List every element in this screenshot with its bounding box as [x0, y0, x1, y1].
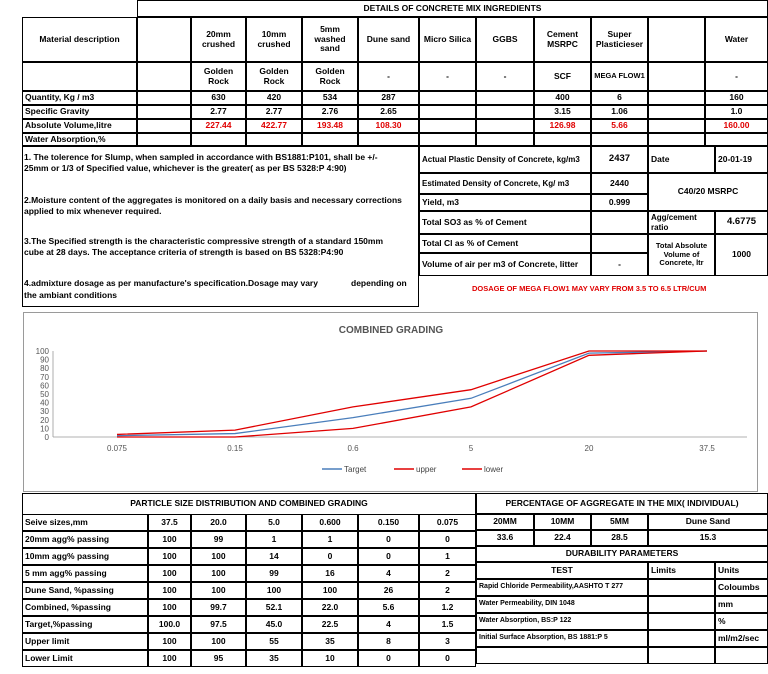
y-tick-label: 30: [40, 407, 49, 417]
y-tick-label: 40: [40, 398, 49, 408]
psd-row-label: Lower Limit: [22, 650, 148, 667]
ingredient-row-extra: [648, 91, 705, 105]
psd-value: 8: [358, 633, 419, 650]
ingredients-source-extra: [648, 62, 705, 91]
psd-value: 99: [246, 565, 302, 582]
psd-row-label: 10mm agg% passing: [22, 548, 148, 565]
note-4-tail: depending on: [351, 278, 407, 288]
ingredient-source: Golden Rock: [302, 62, 358, 91]
durability-unit: %: [715, 613, 768, 630]
ingredient-row-blank: [137, 119, 191, 133]
durability-test-header: TEST: [476, 562, 648, 579]
psd-title: PARTICLE SIZE DISTRIBUTION AND COMBINED GRADING: [22, 493, 476, 514]
dosage-note: DOSAGE OF MEGA FLOW1 MAY VARY FROM 3.5 TO 6.5 LTR/CUM: [472, 284, 707, 293]
psd-row-label: 20mm agg% passing: [22, 531, 148, 548]
ingredient-value: [534, 133, 591, 146]
ingredient-row-extra: [648, 119, 705, 133]
ingredient-source: -: [419, 62, 476, 91]
durability-test: Water Permeability, DIN 1048: [476, 596, 648, 613]
psd-row-label: Dune Sand, %passing: [22, 582, 148, 599]
psd-value: 100: [148, 548, 191, 565]
ingredients-title: DETAILS OF CONCRETE MIX INGREDIENTS: [137, 0, 768, 17]
y-tick-label: 60: [40, 381, 49, 391]
ingredient-value: [191, 133, 246, 146]
date-label: Date: [648, 146, 715, 173]
durability-units-header: Units: [715, 562, 768, 579]
ingredient-value: [246, 133, 302, 146]
aggmix-value: 22.4: [534, 530, 591, 546]
psd-value: 100: [302, 582, 358, 599]
ingredient-row-label: Specific Gravity: [22, 105, 137, 119]
ingredient-value: [302, 133, 358, 146]
note-1: 1. The tolerence for Slump, when sampled in accordance with BS1881:P101, shall be +/- 25mm or 1/3 of Specified value, whichever is the greater( as per BS 5328:P 4:90): [24, 152, 378, 174]
ingredient-source: -: [358, 62, 419, 91]
psd-value: 5.0: [246, 514, 302, 531]
air-volume-value: -: [591, 253, 648, 276]
aggmix-value: 15.3: [648, 530, 768, 546]
series-line-lower: [117, 351, 707, 437]
ingredient-value: [419, 133, 476, 146]
x-tick-label: 20: [584, 444, 594, 453]
note-3: 3.The Specified strength is the characteristic compressive strength of a standard 150mm cube at 28 days. The acceptance criteria of strength is based on BS 5328:P4:90: [24, 236, 384, 258]
durability-title: DURABILITY PARAMETERS: [476, 546, 768, 562]
durability-unit: ml/m2/sec: [715, 630, 768, 647]
psd-value: 100: [191, 582, 246, 599]
date-value: 20-01-19: [715, 146, 768, 173]
actual-density-value: 2437: [591, 146, 648, 173]
aggmix-header: 5MM: [591, 514, 648, 530]
psd-value: 100: [191, 633, 246, 650]
psd-value: 1: [302, 531, 358, 548]
ingredient-value: 534: [302, 91, 358, 105]
agg-cement-label: Agg/cement ratio: [648, 211, 715, 234]
series-line-target: [117, 351, 707, 436]
psd-value: 100: [148, 599, 191, 616]
psd-row-label: Combined, %passing: [22, 599, 148, 616]
durability-unit: Coloumbs: [715, 579, 768, 596]
ingredient-row-blank: [137, 133, 191, 146]
ingredient-value: [476, 119, 534, 133]
ingredient-value: [419, 91, 476, 105]
ingredient-value: [705, 133, 768, 146]
durability-limit: [648, 579, 715, 596]
ingredient-header: Super Plasticieser: [591, 17, 648, 62]
ingredient-row-label: Water Absorption,%: [22, 133, 137, 146]
legend-label-target: Target: [344, 465, 367, 474]
psd-value: 97.5: [191, 616, 246, 633]
y-tick-label: 90: [40, 355, 49, 365]
ingredient-value: [419, 119, 476, 133]
estimated-density-value: 2440: [591, 173, 648, 194]
psd-value: 0: [358, 548, 419, 565]
x-tick-label: 0.6: [347, 444, 359, 453]
psd-value: 52.1: [246, 599, 302, 616]
note-4: 4.admixture dosage as per manufacture's specification.Dosage may vary: [24, 278, 318, 288]
psd-value: 0.150: [358, 514, 419, 531]
ingredient-value: 160.00: [705, 119, 768, 133]
ingredient-value: 2.77: [246, 105, 302, 119]
so3-label: Total SO3 as % of Cement: [419, 211, 591, 234]
psd-value: 4: [358, 565, 419, 582]
psd-value: 100: [148, 650, 191, 667]
psd-value: 99.7: [191, 599, 246, 616]
chart-svg: [24, 313, 759, 493]
y-tick-label: 50: [40, 390, 49, 399]
psd-value: 100: [148, 582, 191, 599]
ingredient-value: 400: [534, 91, 591, 105]
material-description-label: Material description: [22, 17, 137, 62]
ingredient-value: [591, 133, 648, 146]
ingredient-header: 20mm crushed: [191, 17, 246, 62]
ingredient-value: [476, 91, 534, 105]
psd-value: 100: [148, 565, 191, 582]
ingredient-row-label: Quantity, Kg / m3: [22, 91, 137, 105]
so3-value: [591, 211, 648, 234]
combined-grading-chart: [23, 312, 758, 492]
ingredient-header: GGBS: [476, 17, 534, 62]
ingredient-row-blank: [137, 91, 191, 105]
ingredient-value: 2.77: [191, 105, 246, 119]
chart-title: COMBINED GRADING: [338, 325, 444, 336]
y-tick-label: 20: [40, 415, 49, 425]
durability-limit: [648, 630, 715, 647]
psd-value: 0.600: [302, 514, 358, 531]
psd-value: 0: [419, 650, 476, 667]
ingredient-header: Micro Silica: [419, 17, 476, 62]
ingredient-value: 422.77: [246, 119, 302, 133]
x-tick-label: 0.15: [227, 444, 243, 453]
ingredient-value: 126.98: [534, 119, 591, 133]
durability-limit: [648, 596, 715, 613]
durability-test: Initial Surface Absorption, BS 1881:P 5: [476, 630, 648, 647]
y-tick-label: 80: [40, 364, 49, 374]
series-line-upper: [117, 351, 707, 434]
psd-value: 3: [419, 633, 476, 650]
psd-row-label: Target,%passing: [22, 616, 148, 633]
x-tick-label: 0.075: [106, 444, 128, 453]
psd-value: 22.0: [302, 599, 358, 616]
psd-value: 0: [358, 650, 419, 667]
aggmix-title: PERCENTAGE OF AGGREGATE IN THE MIX( INDIVIDUAL): [476, 493, 768, 514]
psd-value: 1: [246, 531, 302, 548]
note-2: 2.Moisture content of the aggregates is monitored on a daily basis and necessary corrections applied to mix whenever required.: [24, 195, 402, 217]
psd-value: 1: [419, 548, 476, 565]
estimated-density-label: Estimated Density of Concrete, Kg/ m3: [419, 173, 591, 194]
ingredients-header-blank: [137, 17, 191, 62]
ingredient-row-blank: [137, 105, 191, 119]
durability-limit: [648, 613, 715, 630]
ingredients-header-extra: [648, 17, 705, 62]
ingredient-header: Water: [705, 17, 768, 62]
ingredient-value: 420: [246, 91, 302, 105]
ingredient-value: 1.0: [705, 105, 768, 119]
psd-value: 20.0: [191, 514, 246, 531]
aggmix-value: 33.6: [476, 530, 534, 546]
psd-value: 14: [246, 548, 302, 565]
ingredient-value: 1.06: [591, 105, 648, 119]
legend-label-upper: upper: [416, 465, 437, 474]
ingredients-source-blank: [137, 62, 191, 91]
psd-row-label: Upper limit: [22, 633, 148, 650]
durability-blank: [476, 647, 648, 664]
psd-value: 10: [302, 650, 358, 667]
x-tick-label: 5: [468, 444, 474, 453]
psd-value: 1.5: [419, 616, 476, 633]
psd-value: 100: [191, 548, 246, 565]
ingredient-source: MEGA FLOW1: [591, 62, 648, 91]
psd-value: 0: [302, 548, 358, 565]
ingredient-value: [358, 133, 419, 146]
ingredient-header: 5mm washed sand: [302, 17, 358, 62]
ingredient-source: -: [476, 62, 534, 91]
ingredient-header: Cement MSRPC: [534, 17, 591, 62]
total-abs-vol-label: Total Absolute Volume of Concrete, ltr: [648, 234, 715, 276]
air-volume-label: Volume of air per m3 of Concrete, litter: [419, 253, 591, 276]
psd-value: 55: [246, 633, 302, 650]
psd-value: 45.0: [246, 616, 302, 633]
ingredient-header: 10mm crushed: [246, 17, 302, 62]
y-tick-label: 10: [40, 424, 49, 434]
yield-label: Yield, m3: [419, 194, 591, 211]
psd-value: 0: [419, 531, 476, 548]
psd-value: 4: [358, 616, 419, 633]
aggmix-header: 10MM: [534, 514, 591, 530]
durability-unit: mm: [715, 596, 768, 613]
ingredient-value: 2.65: [358, 105, 419, 119]
psd-value: 0: [358, 531, 419, 548]
psd-value: 95: [191, 650, 246, 667]
psd-value: 99: [191, 531, 246, 548]
ingredient-value: 193.48: [302, 119, 358, 133]
ingredient-value: 630: [191, 91, 246, 105]
ingredient-row-label: Absolute Volume,litre: [22, 119, 137, 133]
psd-value: 22.5: [302, 616, 358, 633]
ingredient-value: 160: [705, 91, 768, 105]
y-tick-label: 70: [40, 372, 49, 382]
concrete-grade: C40/20 MSRPC: [648, 173, 768, 211]
psd-value: 100.0: [148, 616, 191, 633]
durability-blank: [715, 647, 768, 664]
y-tick-label: 100: [35, 347, 49, 356]
psd-value: 100: [148, 633, 191, 650]
aggmix-value: 28.5: [591, 530, 648, 546]
ingredient-source: -: [705, 62, 768, 91]
ingredient-header: Dune sand: [358, 17, 419, 62]
agg-cement-value: 4.6775: [715, 211, 768, 234]
psd-value: 2: [419, 565, 476, 582]
ingredient-value: [476, 133, 534, 146]
note-4-cont: the ambiant conditions: [24, 290, 118, 300]
ingredient-row-extra: [648, 133, 705, 146]
ingredient-value: [419, 105, 476, 119]
psd-value: 100: [148, 531, 191, 548]
total-abs-vol-value: 1000: [715, 234, 768, 276]
ingredient-value: 3.15: [534, 105, 591, 119]
durability-blank: [648, 647, 715, 664]
psd-value: 16: [302, 565, 358, 582]
ingredient-value: [476, 105, 534, 119]
psd-value: 100: [191, 565, 246, 582]
psd-value: 35: [302, 633, 358, 650]
ingredient-source: SCF: [534, 62, 591, 91]
psd-value: 2: [419, 582, 476, 599]
yield-value: 0.999: [591, 194, 648, 211]
durability-test: Rapid Chloride Permeability,AASHTO T 277: [476, 579, 648, 596]
x-tick-label: 37.5: [699, 444, 715, 453]
psd-value: 5.6: [358, 599, 419, 616]
chloride-label: Total Cl as % of Cement: [419, 234, 591, 253]
ingredient-value: 287: [358, 91, 419, 105]
ingredient-value: 227.44: [191, 119, 246, 133]
ingredient-value: 5.66: [591, 119, 648, 133]
durability-limits-header: Limits: [648, 562, 715, 579]
aggmix-header: Dune Sand: [648, 514, 768, 530]
psd-value: 100: [246, 582, 302, 599]
ingredient-row-extra: [648, 105, 705, 119]
ingredient-source: Golden Rock: [246, 62, 302, 91]
psd-value: 0.075: [419, 514, 476, 531]
ingredient-source: Golden Rock: [191, 62, 246, 91]
ingredient-value: 2.76: [302, 105, 358, 119]
psd-row-label: Seive sizes,mm: [22, 514, 148, 531]
psd-value: 35: [246, 650, 302, 667]
ingredient-value: 108.30: [358, 119, 419, 133]
chloride-value: [591, 234, 648, 253]
legend-label-lower: lower: [484, 465, 504, 474]
psd-value: 37.5: [148, 514, 191, 531]
actual-density-label: Actual Plastic Density of Concrete, kg/m3: [419, 146, 591, 173]
ingredients-source-label: [22, 62, 137, 91]
durability-test: Water Absorption, BS:P 122: [476, 613, 648, 630]
psd-row-label: 5 mm agg% passing: [22, 565, 148, 582]
psd-value: 1.2: [419, 599, 476, 616]
aggmix-header: 20MM: [476, 514, 534, 530]
y-tick-label: 0: [44, 433, 49, 442]
ingredient-value: 6: [591, 91, 648, 105]
psd-value: 26: [358, 582, 419, 599]
